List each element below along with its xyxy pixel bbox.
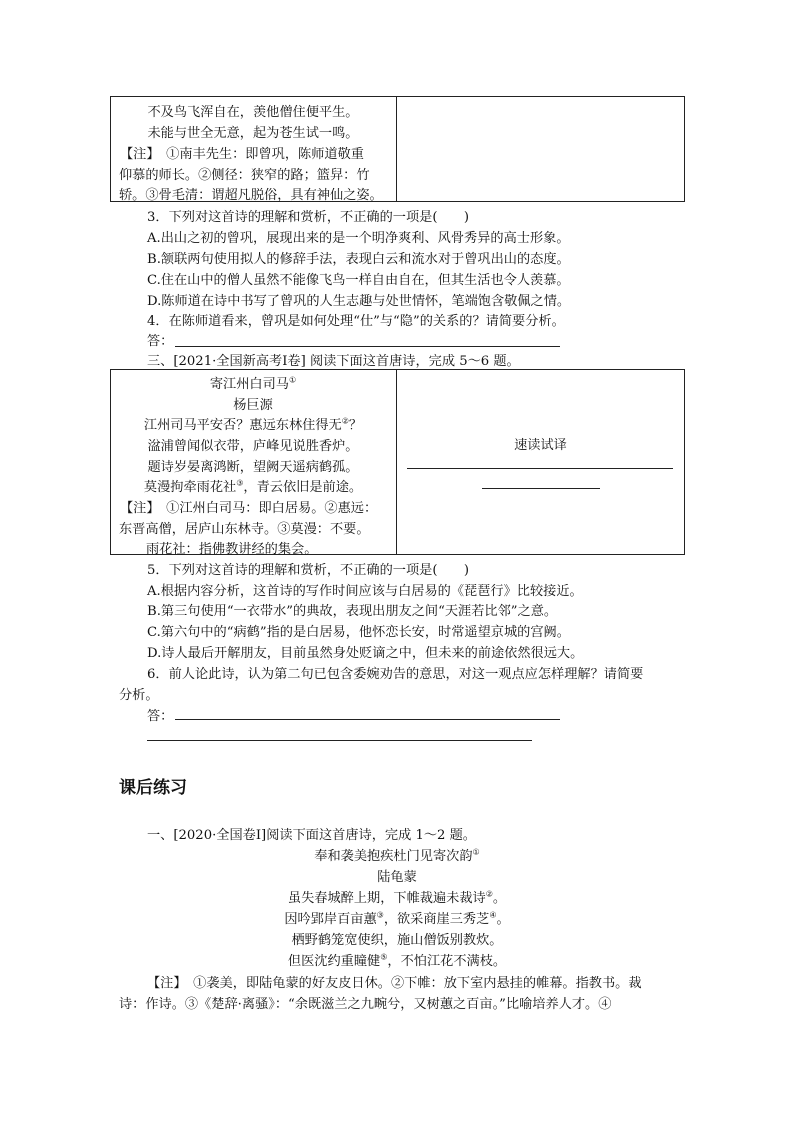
poem3-author: 陆龟蒙 <box>377 870 417 885</box>
after-class-heading: 课后练习 <box>119 778 187 798</box>
poem3-line-3: 栖野鹤笼宽使织，施山僧饭别教炊。 <box>291 933 503 948</box>
poem3-note-1: 【注】 ①袭美，即陆龟蒙的好友皮日休。②下帷：放下室内悬挂的帷幕。指教书。裁 <box>147 976 642 991</box>
poem3-line-1: 虽失春城醉上期，下帷裁遍未裁诗②。 <box>287 889 507 906</box>
poem3-line-2: 因吟郢岸百亩蕙③，欲采商崖三秀芝④。 <box>284 910 510 927</box>
poem3-note-2: 诗：作诗。③《楚辞·离骚》：“余既滋兰之九畹兮，又树蕙之百亩。”比喻培养人才。④ <box>119 997 612 1012</box>
translation-line-2[interactable] <box>482 488 600 489</box>
q3-stem: 3．下列对这首诗的理解和赏析，不正确的一项是( ) <box>147 210 469 225</box>
poem2-note-2: 东晋高僧，居庐山东林寺。③莫漫：不要。 <box>119 522 370 537</box>
q4-answer-label: 答： <box>147 334 174 349</box>
q4-answer-line[interactable] <box>175 346 560 347</box>
q3-option-a: A.出山之初的曾巩，展现出来的是一个明净爽利、风骨秀异的高士形象。 <box>147 231 570 246</box>
after-class-q1-heading: 一、[2020·全国卷Ⅰ]阅读下面这首唐诗，完成 1～2 题。 <box>147 828 476 843</box>
q4-stem: 4．在陈师道看来，曾巩是如何处理“仕”与“隐”的关系的？请简要分析。 <box>147 314 565 329</box>
q6-stem-line-1: 6．前人论此诗，认为第二句已包含委婉劝告的意思，对这一观点应怎样理解？请简要 <box>147 667 644 682</box>
q6-answer-line-2[interactable] <box>147 740 532 741</box>
speed-read-label: 速读试译 <box>514 438 567 453</box>
translation-line-1[interactable] <box>407 468 673 469</box>
poem2-author: 杨巨源 <box>233 398 273 413</box>
q3-option-b: B.颔联两句使用拟人的修辞手法，表现白云和流水对于曾巩出山的态度。 <box>147 252 570 267</box>
section3-heading: 三、[2021·全国新高考Ⅰ卷] 阅读下面这首唐诗，完成 5～6 题。 <box>147 354 520 369</box>
poem3-title: 奉和袭美抱疾杜门见寄次韵① <box>314 847 480 864</box>
q5-stem: 5．下列对这首诗的理解和赏析，不正确的一项是( ) <box>147 563 469 578</box>
poem1-note-3: 轿。③骨毛清：谓超凡脱俗，具有神仙之姿。 <box>119 188 383 203</box>
q3-option-c: C.住在山中的僧人虽然不能像飞鸟一样自由自在，但其生活也令人羡慕。 <box>147 273 570 288</box>
q6-answer-line-1[interactable] <box>175 719 560 720</box>
poem2-line-2: 湓浦曾闻似衣带，庐峰见说胜香炉。 <box>147 439 359 454</box>
poem1-line-2: 未能与世全无意，起为苍生试一鸣。 <box>147 126 359 141</box>
poem1-table-divider <box>396 96 397 202</box>
q5-option-d: D.诗人最后开解朋友，目前虽然身处贬谪之中，但未来的前途依然很远大。 <box>147 646 584 661</box>
q5-option-c: C.第六句中的“病鹤”指的是白居易，他怀恋长安，时常遥望京城的宫阙。 <box>147 625 570 640</box>
poem2-line-4: 莫漫拘牵雨花社③，青云依旧是前途。 <box>143 478 363 495</box>
poem1-note-2: 仰慕的师长。②侧径：狭窄的路；篮舁：竹 <box>119 168 370 183</box>
poem1-line-1: 不及鸟飞浑自在，羡他僧住便平生。 <box>147 105 359 120</box>
q6-answer-label: 答： <box>147 709 174 724</box>
poem2-note-3: 雨花社：指佛教讲经的集会。 <box>146 542 318 557</box>
poem1-note-1: 【注】 ①南丰先生：即曾巩，陈师道敬重 <box>120 147 364 162</box>
poem3-line-4: 但医沈约重瞳健⑤，不怕江花不满枝。 <box>287 952 507 969</box>
poem2-table-divider <box>396 369 397 555</box>
poem2-line-1: 江州司马平安否？惠远东林住得无②？ <box>143 416 363 433</box>
q6-stem-line-2: 分析。 <box>119 688 159 703</box>
q3-option-d: D.陈师道在诗中书写了曾巩的人生志趣与处世情怀，笔端饱含敬佩之情。 <box>147 294 571 309</box>
q5-option-a: A.根据内容分析，这首诗的写作时间应该与白居易的《琵琶行》比较接近。 <box>147 584 583 599</box>
poem2-note-1: 【注】 ①江州白司马：即白居易。②惠远： <box>120 501 378 516</box>
q5-option-b: B.第三句使用“一衣带水”的典故，表现出朋友之间“天涯若比邻”之意。 <box>147 604 558 619</box>
poem2-line-3: 题诗岁晏离鸿断，望阙天遥病鹤孤。 <box>147 460 359 475</box>
poem2-title: 寄江州白司马① <box>209 375 297 392</box>
